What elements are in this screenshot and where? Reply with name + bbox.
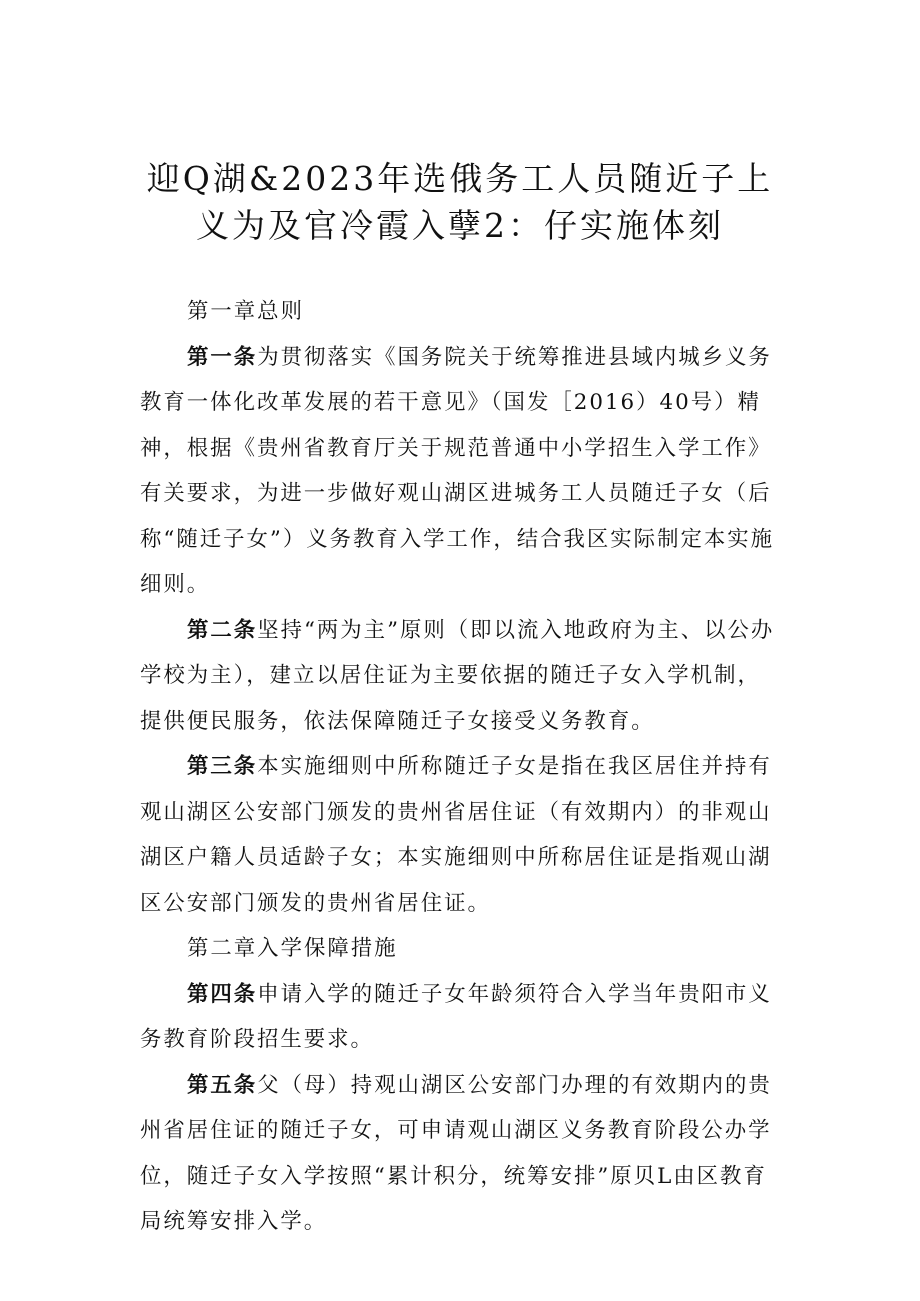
paragraph-text: 第二章入学保障措施: [187, 936, 398, 961]
paragraph-text: 坚持“两为主”原则（即以流入地政府为主、以公办学校为主），建立以居住证为主要依据的随迁子女入学机制，提供便民服务，依法保障随迁子女接受义务教育。: [140, 617, 775, 734]
document-title-line-2: 义为及官冷霞入孽2：仔实施体刻: [196, 206, 724, 245]
article-number: 第一条: [187, 344, 258, 370]
paragraph-text: 为贯彻落实《国务院关于统筹推进县域内城乡义务教育一体化改革发展的若干意见》（国发［2016）40号）精神，根据《贵州省教育厅关于规范普通中小学招生入学工作》有关要求，为进一步做好观山湖区进城务工人员随迁子女（后称“随迁子女”）义务教育入学工作，结合我区实际制定本实施细则。: [140, 344, 775, 597]
article-paragraph: [140, 335, 782, 608]
chapter-heading: [140, 289, 782, 335]
article-number: 第三条: [187, 754, 258, 779]
document-body: [140, 289, 782, 1245]
paragraph-text: 父（母）持观山湖区公安部门办理的有效期内的贵州省居住证的随迁子女，可申请观山湖区义务教育阶段公办学位，随迁子女入学按照“累计积分，统筹安排”原贝L由区教育局统筹安排入学。: [140, 1072, 772, 1234]
paragraph-text: 申请入学的随迁子女年龄须符合入学当年贵阳市义务教育阶段招生要求。: [140, 981, 772, 1052]
document-title-line-1: 迎Q湖&2023年选俄务工人员随近子上: [146, 159, 774, 198]
article-number: 第四条: [187, 981, 258, 1007]
paragraph-text: 第一章总则: [187, 299, 304, 324]
article-number: 第二条: [187, 617, 258, 643]
article-number: 第五条: [187, 1072, 258, 1098]
chapter-heading: [140, 926, 782, 972]
article-paragraph: [140, 1063, 782, 1245]
article-paragraph: [140, 608, 782, 745]
paragraph-text: 本实施细则中所称随迁子女是指在我区居住并持有观山湖区公安部门颁发的贵州省居住证（有效期内）的非观山湖区户籍人员适龄子女；本实施细则中所称居住证是指观山湖区公安部门颁发的贵州省居住证。: [140, 754, 772, 916]
article-paragraph: [140, 744, 782, 926]
article-paragraph: [140, 972, 782, 1063]
